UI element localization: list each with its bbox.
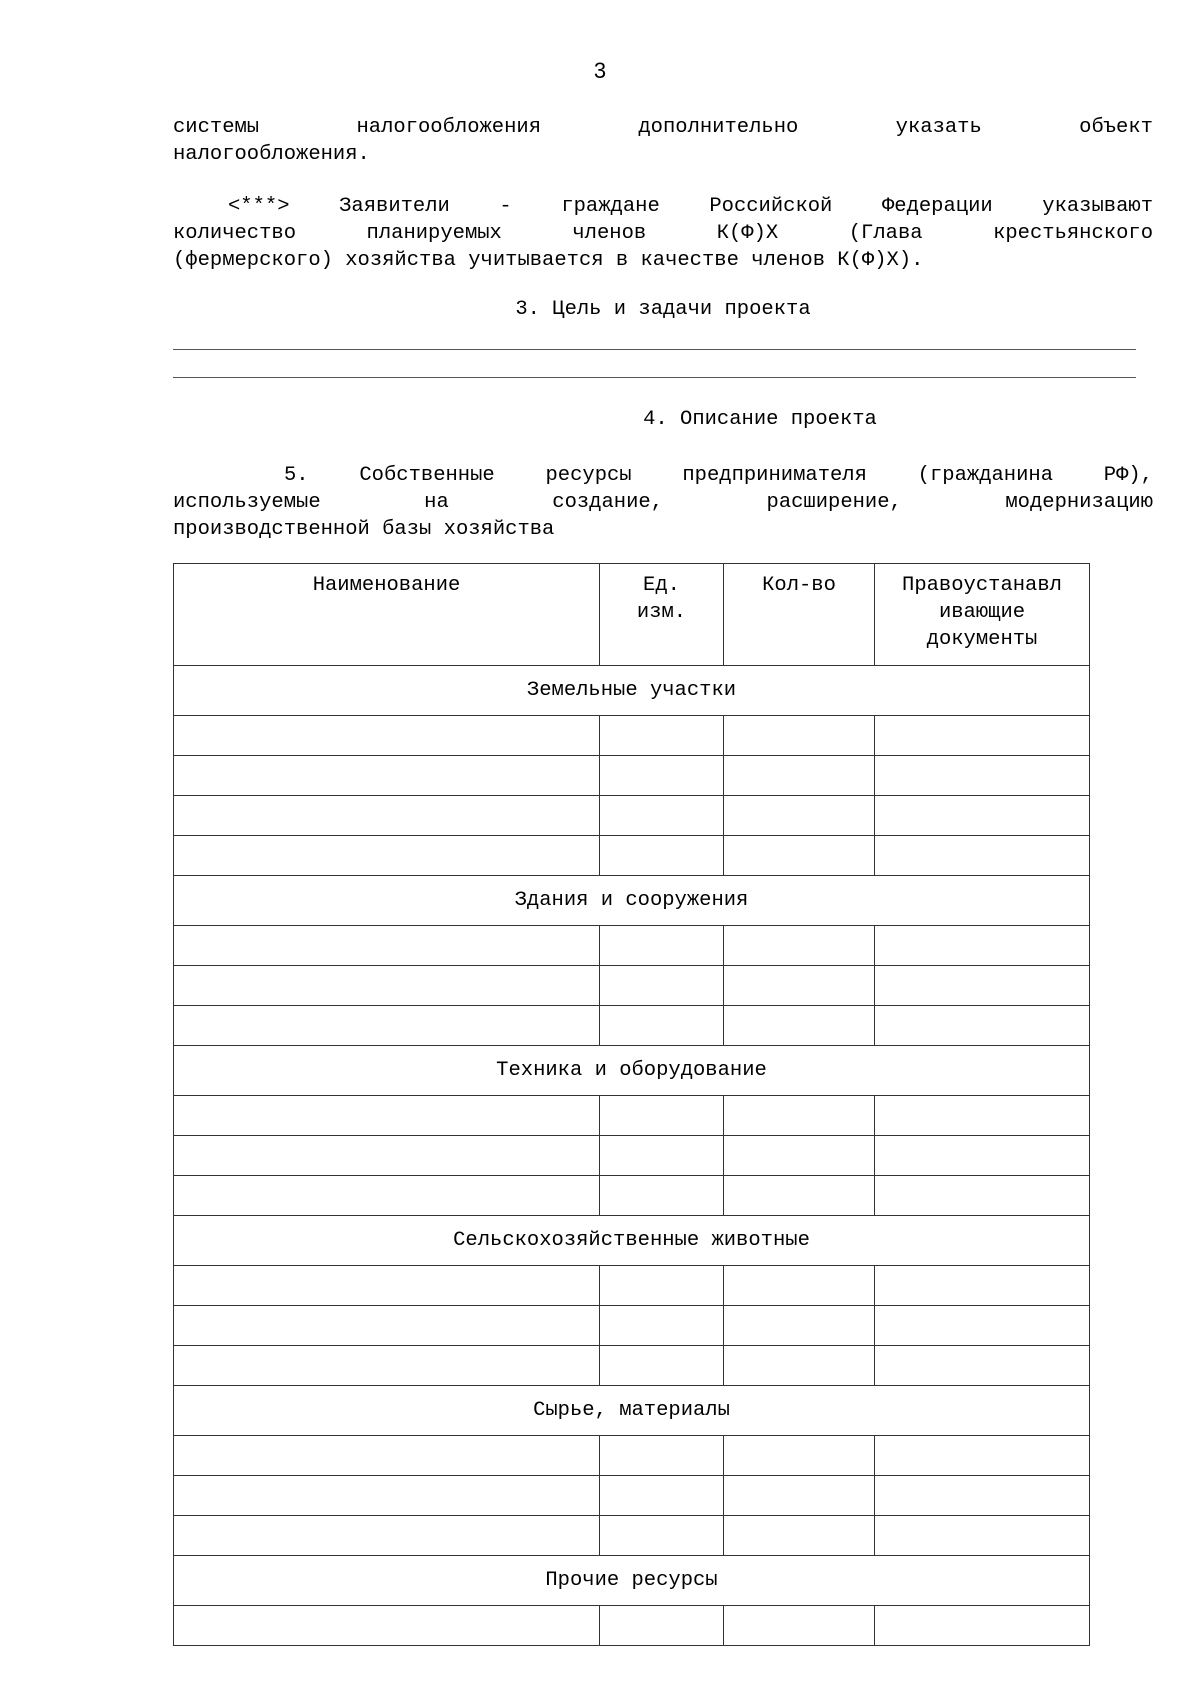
unit-cell[interactable] [600, 716, 724, 756]
header-name [174, 564, 600, 666]
header-line: Правоустанавл [902, 574, 1062, 597]
header-line: Наименование [312, 574, 461, 597]
quantity-cell[interactable] [724, 1436, 875, 1476]
note-line-2 [173, 220, 1153, 247]
fill-in-line [173, 377, 1136, 378]
documents-cell[interactable] [875, 1476, 1090, 1516]
table-section-row [174, 1386, 1090, 1436]
table-row [174, 1006, 1090, 1046]
name-cell[interactable] [174, 1606, 600, 1646]
name-cell[interactable] [174, 1176, 600, 1216]
table-row [174, 1476, 1090, 1516]
unit-cell[interactable] [600, 796, 724, 836]
unit-cell[interactable] [600, 1266, 724, 1306]
unit-cell[interactable] [600, 1096, 724, 1136]
quantity-cell[interactable] [724, 1516, 875, 1556]
name-cell[interactable] [174, 1476, 600, 1516]
name-cell[interactable] [174, 1516, 600, 1556]
section-5-line-2 [173, 489, 1153, 516]
table-row [174, 1346, 1090, 1386]
note-line-1 [228, 193, 1153, 220]
quantity-cell[interactable] [724, 1096, 875, 1136]
quantity-cell[interactable] [724, 1176, 875, 1216]
documents-cell[interactable] [875, 966, 1090, 1006]
note-line-text: <***> Заявители - граждане Российской Федерации указывают [228, 195, 1153, 218]
unit-cell[interactable] [600, 836, 724, 876]
unit-cell[interactable] [600, 1006, 724, 1046]
name-cell[interactable] [174, 1136, 600, 1176]
documents-cell[interactable] [875, 1006, 1090, 1046]
unit-cell[interactable] [600, 1606, 724, 1646]
quantity-cell[interactable] [724, 966, 875, 1006]
table-row [174, 716, 1090, 756]
unit-cell[interactable] [600, 1436, 724, 1476]
documents-cell[interactable] [875, 1436, 1090, 1476]
header-documents [875, 564, 1090, 666]
section-3-title: 3. Цель и задачи проекта [515, 298, 811, 321]
documents-cell[interactable] [875, 1266, 1090, 1306]
header-line: Ед. [643, 574, 680, 597]
table-row [174, 1136, 1090, 1176]
table-row [174, 1606, 1090, 1646]
unit-cell[interactable] [600, 966, 724, 1006]
documents-cell[interactable] [875, 756, 1090, 796]
intro-word: дополнительно [638, 116, 799, 139]
table-header-row [174, 564, 1090, 666]
unit-cell[interactable] [600, 1176, 724, 1216]
section-title: Земельные участки [174, 666, 1090, 716]
section-title: Здания и сооружения [174, 876, 1090, 926]
section-5-text: 5. Собственные ресурсы предпринимателя (гражданина РФ), [284, 464, 1153, 487]
quantity-cell[interactable] [724, 756, 875, 796]
note-line-3: (фермерского) хозяйства учитывается в качестве членов К(Ф)Х). [173, 249, 924, 272]
quantity-cell[interactable] [724, 1136, 875, 1176]
table-row [174, 1516, 1090, 1556]
table-row [174, 966, 1090, 1006]
header-line: документы [926, 628, 1038, 651]
header-quantity [724, 564, 875, 666]
documents-cell[interactable] [875, 1306, 1090, 1346]
table-row [174, 1306, 1090, 1346]
name-cell[interactable] [174, 756, 600, 796]
section-5-line-1 [284, 462, 1153, 489]
table-row [174, 1176, 1090, 1216]
table-row [174, 1436, 1090, 1476]
quantity-cell[interactable] [724, 1346, 875, 1386]
table-row [174, 926, 1090, 966]
quantity-cell[interactable] [724, 1306, 875, 1346]
header-line: ивающие [938, 601, 1026, 624]
section-title: Техника и оборудование [174, 1046, 1090, 1096]
section-4-title: 4. Описание проекта [643, 408, 877, 431]
unit-cell[interactable] [600, 1136, 724, 1176]
documents-cell[interactable] [875, 1606, 1090, 1646]
unit-cell[interactable] [600, 1476, 724, 1516]
header-line: Кол-во [762, 574, 836, 597]
section-5-text: используемые на создание, расширение, модернизацию [173, 491, 1153, 514]
table-row [174, 1266, 1090, 1306]
documents-cell[interactable] [875, 926, 1090, 966]
section-title: Сельскохозяйственные животные [174, 1216, 1090, 1266]
name-cell[interactable] [174, 926, 600, 966]
documents-cell[interactable] [875, 1516, 1090, 1556]
table-row [174, 1096, 1090, 1136]
name-cell[interactable] [174, 1006, 600, 1046]
quantity-cell[interactable] [724, 1476, 875, 1516]
quantity-cell[interactable] [724, 1606, 875, 1646]
resources-table [173, 563, 1090, 1646]
name-cell[interactable] [174, 836, 600, 876]
table-row [174, 796, 1090, 836]
documents-cell[interactable] [875, 1176, 1090, 1216]
header-line: изм. [636, 601, 687, 624]
name-cell[interactable] [174, 966, 600, 1006]
unit-cell[interactable] [600, 1516, 724, 1556]
table-row [174, 836, 1090, 876]
table-section-row [174, 1556, 1090, 1606]
documents-cell[interactable] [875, 836, 1090, 876]
name-cell[interactable] [174, 1346, 600, 1386]
unit-cell[interactable] [600, 756, 724, 796]
documents-cell[interactable] [875, 796, 1090, 836]
documents-cell[interactable] [875, 1136, 1090, 1176]
quantity-cell[interactable] [724, 796, 875, 836]
quantity-cell[interactable] [724, 836, 875, 876]
intro-word: указать [895, 116, 982, 139]
page-number: 3 [593, 58, 607, 83]
quantity-cell[interactable] [724, 926, 875, 966]
intro-line-2: налогообложения. [173, 143, 370, 166]
name-cell[interactable] [174, 1306, 600, 1346]
table-section-row [174, 666, 1090, 716]
documents-cell[interactable] [875, 1346, 1090, 1386]
intro-word: системы [173, 116, 260, 139]
unit-cell[interactable] [600, 1346, 724, 1386]
quantity-cell[interactable] [724, 1006, 875, 1046]
documents-cell[interactable] [875, 1096, 1090, 1136]
fill-in-line [173, 349, 1136, 350]
name-cell[interactable] [174, 1436, 600, 1476]
section-title: Сырье, материалы [174, 1386, 1090, 1436]
name-cell[interactable] [174, 796, 600, 836]
intro-word: налогообложения [356, 116, 542, 139]
table-section-row [174, 1046, 1090, 1096]
unit-cell[interactable] [600, 926, 724, 966]
table-section-row [174, 876, 1090, 926]
section-title: Прочие ресурсы [174, 1556, 1090, 1606]
documents-cell[interactable] [875, 716, 1090, 756]
section-5-line-3: производственной базы хозяйства [173, 518, 555, 541]
unit-cell[interactable] [600, 1306, 724, 1346]
note-line-text: количество планируемых членов К(Ф)Х (Глава крестьянского [173, 222, 1153, 245]
table-section-row [174, 1216, 1090, 1266]
header-unit [600, 564, 724, 666]
quantity-cell[interactable] [724, 1266, 875, 1306]
name-cell[interactable] [174, 1096, 600, 1136]
table-row [174, 756, 1090, 796]
name-cell[interactable] [174, 1266, 600, 1306]
quantity-cell[interactable] [724, 716, 875, 756]
name-cell[interactable] [174, 716, 600, 756]
intro-word: объект [1079, 116, 1153, 139]
intro-line-1 [173, 114, 1153, 141]
